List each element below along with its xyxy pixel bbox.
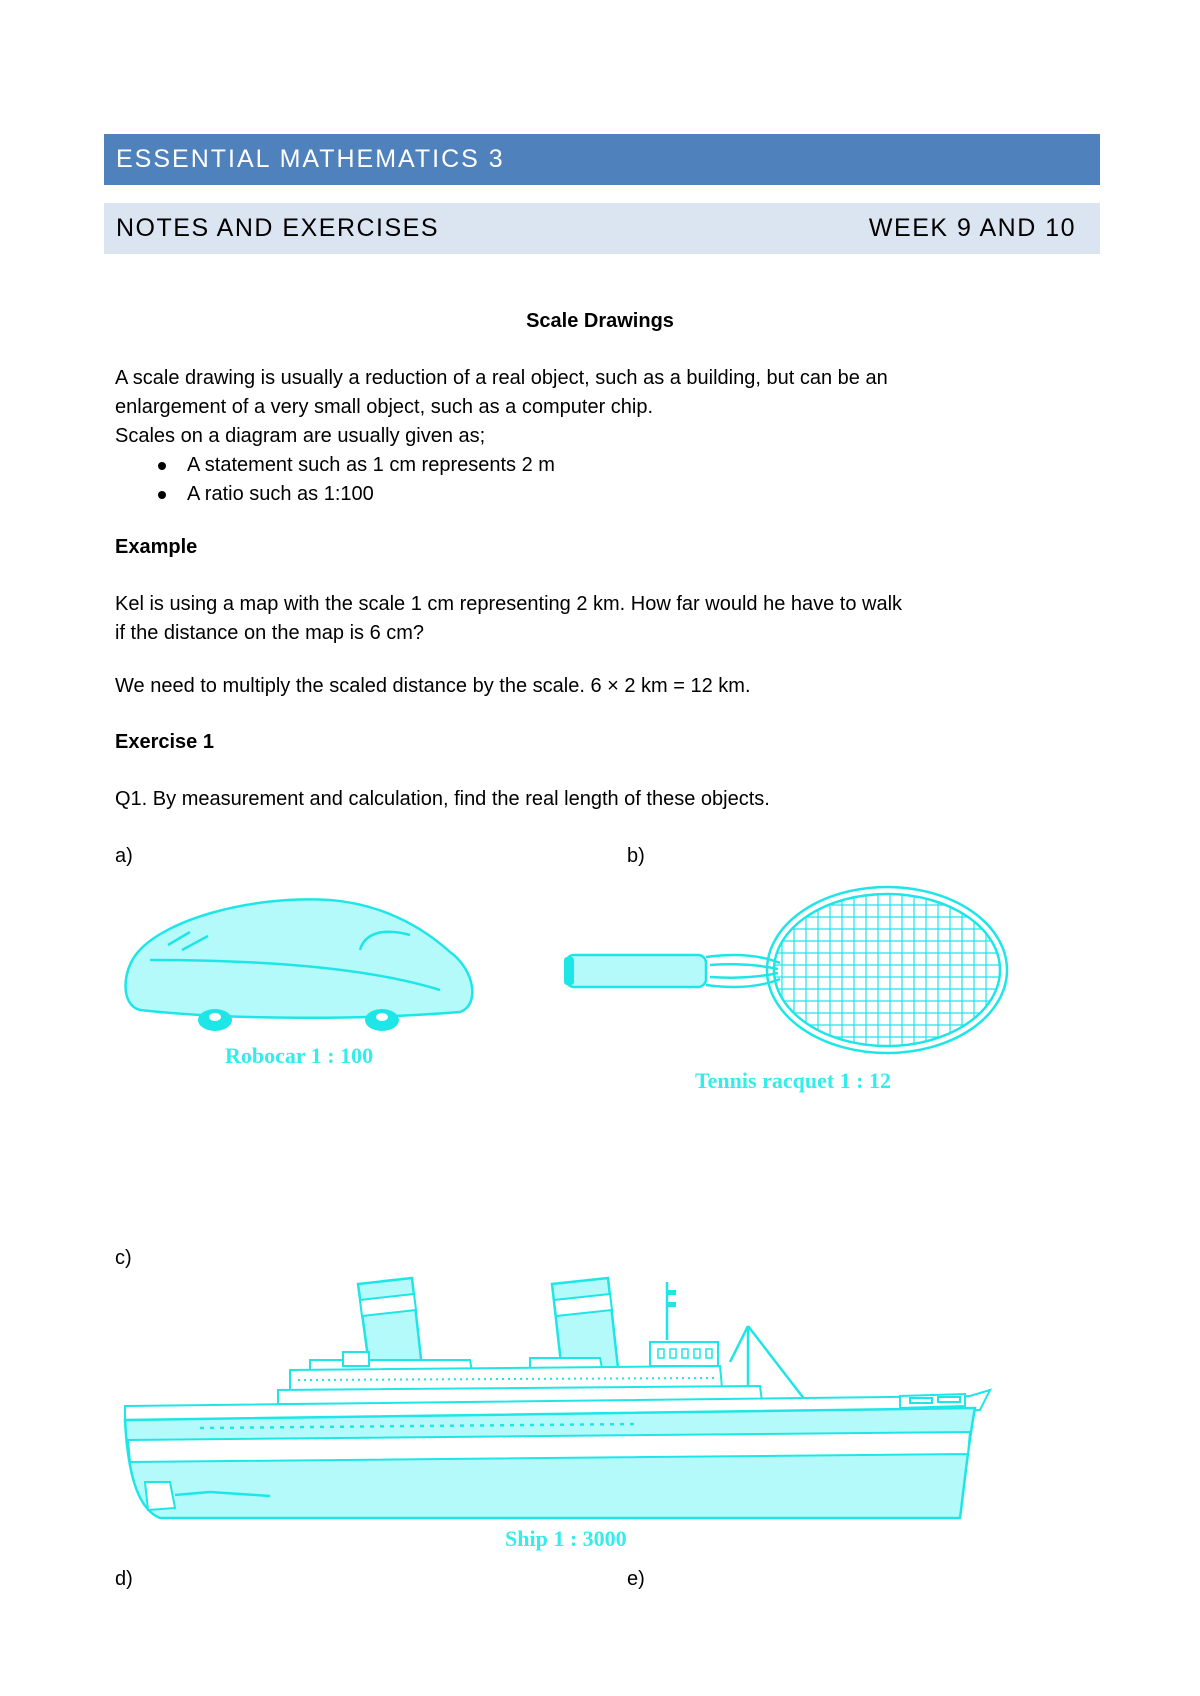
tennis-racquet-drawing bbox=[560, 885, 1030, 1065]
label-c: c) bbox=[115, 1247, 132, 1269]
intro-line: A scale drawing is usually a reduction of a real object, such as a building, but can be an bbox=[115, 367, 888, 389]
intro-paragraph bbox=[115, 364, 1115, 509]
intro-line: enlargement of a very small object, such as a computer chip. bbox=[115, 396, 654, 418]
ship-drawing bbox=[120, 1270, 1000, 1520]
label-e: e) bbox=[627, 1568, 645, 1590]
racquet-strings bbox=[770, 890, 1005, 1050]
ship-caption: Ship 1 : 3000 bbox=[505, 1526, 627, 1551]
label-d: d) bbox=[115, 1568, 133, 1590]
label-a: a) bbox=[115, 845, 133, 867]
example-line: Kel is using a map with the scale 1 cm representing 2 km. How far would he have to walk bbox=[115, 593, 903, 615]
intro-line: Scales on a diagram are usually given as; bbox=[115, 425, 486, 447]
example-heading: Example bbox=[115, 536, 198, 558]
course-title: ESSENTIAL MATHEMATICS 3 bbox=[116, 145, 505, 173]
section-title: Scale Drawings bbox=[526, 310, 674, 332]
robocar-caption: Robocar 1 : 100 bbox=[225, 1043, 374, 1068]
week-label: WEEK 9 AND 10 bbox=[868, 214, 1076, 242]
example-question bbox=[115, 590, 1115, 648]
example-line: if the distance on the map is 6 cm? bbox=[115, 622, 425, 644]
notes-subtitle: NOTES AND EXERCISES bbox=[116, 214, 440, 242]
subtitle-banner bbox=[104, 203, 1100, 254]
racquet-caption: Tennis racquet 1 : 12 bbox=[695, 1068, 891, 1093]
list-item: A ratio such as 1:100 bbox=[115, 480, 1115, 509]
label-b: b) bbox=[627, 845, 645, 867]
exercise-question: Q1. By measurement and calculation, find the real length of these objects. bbox=[115, 788, 770, 810]
scale-types-list bbox=[115, 451, 1115, 509]
list-item: A statement such as 1 cm represents 2 m bbox=[115, 451, 1115, 480]
course-title-banner bbox=[104, 134, 1100, 185]
example-answer: We need to multiply the scaled distance by the scale. 6 × 2 km = 12 km. bbox=[115, 675, 751, 697]
robocar-drawing bbox=[120, 890, 490, 1040]
exercise-heading: Exercise 1 bbox=[115, 731, 214, 753]
